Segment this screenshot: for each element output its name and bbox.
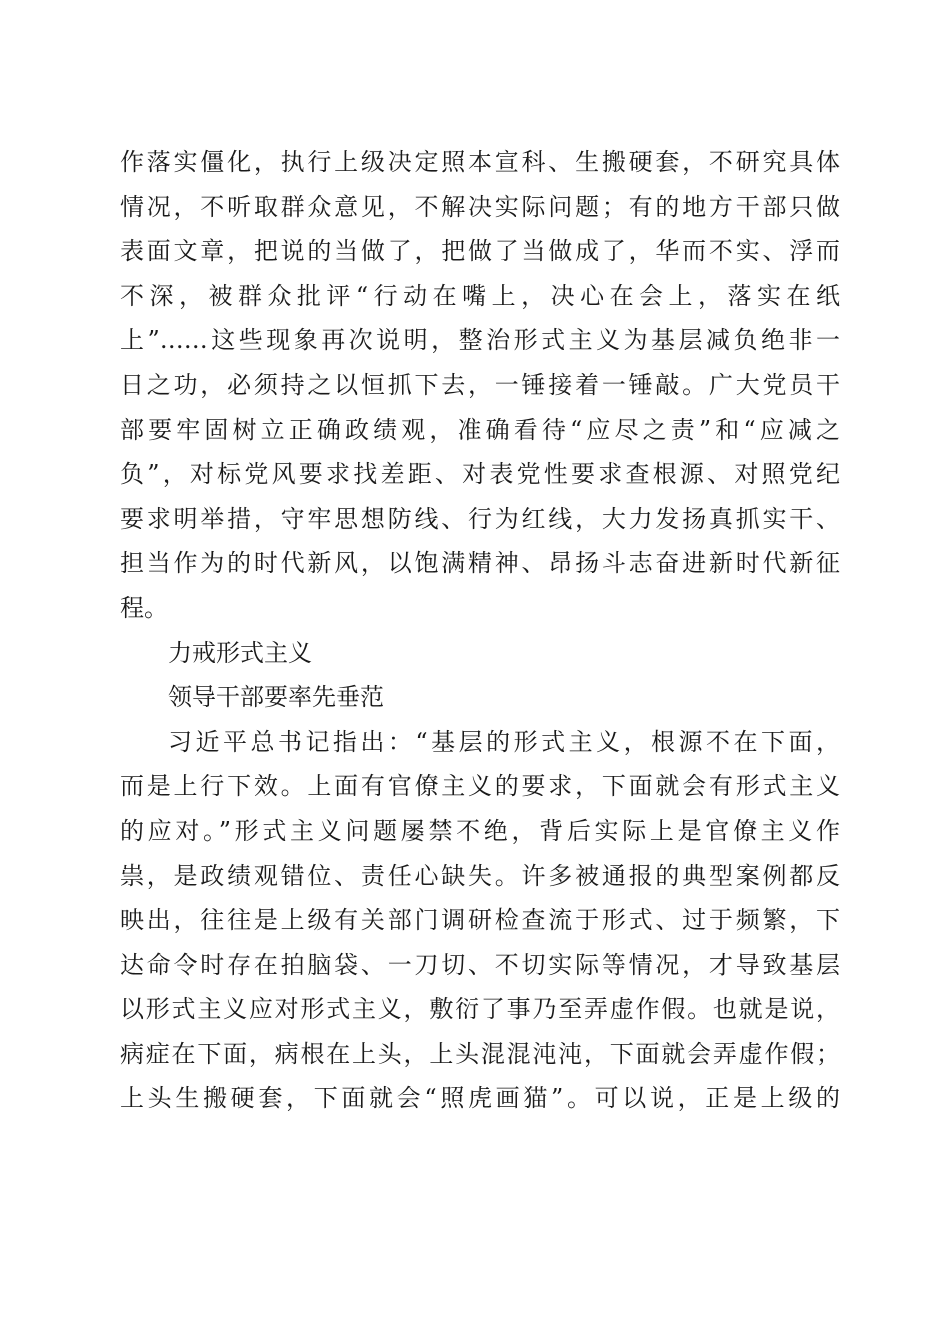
body-text — [120, 140, 840, 1121]
text-line: 祟，是政绩观错位、责任心缺失。许多被通报的典型案例都反 — [120, 861, 840, 890]
text-line: 表面文章，把说的当做了，把做了当做成了，华而不实、浮而 — [120, 237, 840, 266]
text-line: 情况，不听取群众意见，不解决实际问题；有的地方干部只做 — [120, 192, 840, 221]
text-line: 病症在下面，病根在上头，上头混混沌沌，下面就会弄虚作假； — [120, 1039, 840, 1068]
text-line: 映出，往往是上级有关部门调研检查流于形式、过于频繁，下 — [120, 906, 840, 935]
text-line: 担当作为的时代新风，以饱满精神、昂扬斗志奋进新时代新征 — [120, 549, 840, 578]
text-line: 达命令时存在拍脑袋、一刀切、不切实际等情况，才导致基层 — [120, 950, 840, 979]
text-line: 作落实僵化，执行上级决定照本宣科、生搬硬套，不研究具体 — [120, 148, 840, 176]
text-line: 程。 — [120, 593, 168, 622]
text-line: 以形式主义应对形式主义，敷衍了事乃至弄虚作假。也就是说， — [120, 995, 840, 1024]
text-line: 的应对。”形式主义问题屡禁不绝，背后实际上是官僚主义作 — [120, 816, 840, 845]
text-line: 而是上行下效。上面有官僚主义的要求，下面就会有形式主义 — [120, 772, 840, 801]
text-line: 上”……这些现象再次说明，整治形式主义为基层减负绝非一 — [120, 326, 840, 355]
section-heading: 力戒形式主义 — [168, 638, 312, 667]
text-line: 部要牢固树立正确政绩观，准确看待“应尽之责”和“应减之 — [120, 415, 840, 444]
text-line: 上头生搬硬套，下面就会“照虎画猫”。可以说，正是上级的 — [120, 1084, 840, 1113]
section-subheading: 领导干部要率先垂范 — [168, 683, 384, 712]
text-line: 习近平总书记指出：“基层的形式主义，根源不在下面， — [168, 727, 840, 756]
text-line: 负”，对标党风要求找差距、对表党性要求查根源、对照党纪 — [120, 460, 840, 489]
text-line: 不深，被群众批评“行动在嘴上，决心在会上，落实在纸 — [120, 281, 840, 310]
text-line: 日之功，必须持之以恒抓下去，一锤接着一锤敲。广大党员干 — [120, 370, 840, 399]
text-line: 要求明举措，守牢思想防线、行为红线，大力发扬真抓实干、 — [120, 504, 840, 533]
